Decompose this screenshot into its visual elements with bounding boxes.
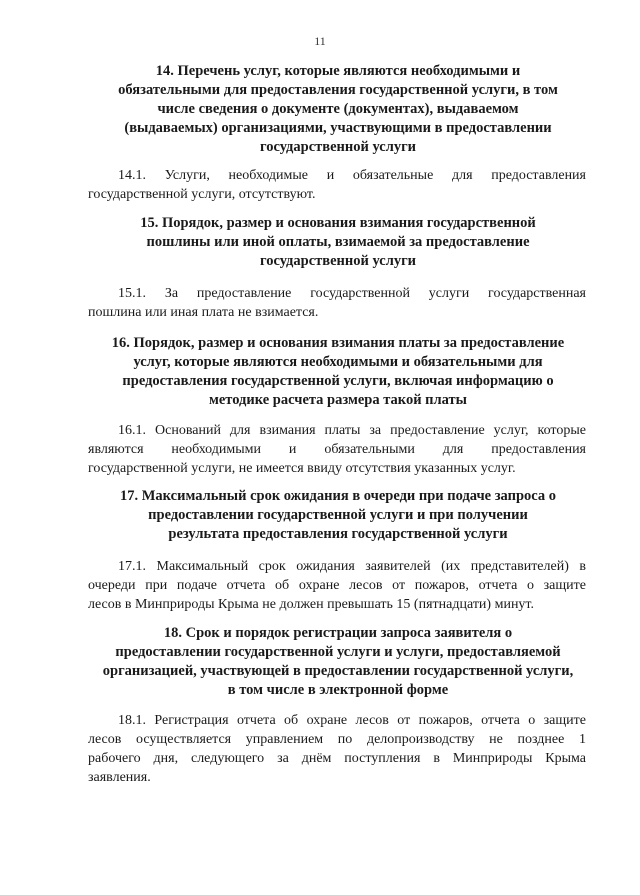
paragraph-line: 14.1. Услуги, необходимые и обязательные для предоставления xyxy=(118,168,586,183)
heading-line: в том числе в электронной форме xyxy=(227,682,449,698)
heading-line: государственной услуги xyxy=(259,139,417,155)
heading-line: 15. Порядок, размер и основания взимания государственной xyxy=(140,215,536,231)
page-number: 11 xyxy=(314,34,326,48)
paragraph-line: 18.1. Регистрация отчета об охране лесов от пожаров, отчета о защите xyxy=(118,713,586,728)
paragraph-line: заявления. xyxy=(88,770,151,785)
heading-line: пошлины или иной оплаты, взимаемой за предоставление xyxy=(146,234,530,250)
section-17-heading xyxy=(88,487,588,544)
heading-line: предоставлении государственной услуги и услуги, предоставляемой xyxy=(115,644,561,660)
heading-line: методике расчета размера такой платы xyxy=(208,392,467,408)
heading-line: числе сведения о документе (документах), выдаваемом xyxy=(157,101,519,117)
paragraph-line: рабочего дня, следующего за днём поступления в Минприроды Крыма xyxy=(88,751,586,766)
paragraph-line: лесов осуществляется управлением по делопроизводству не позднее 1 xyxy=(88,732,586,747)
paragraph-line: пошлина или иная плата не взимается. xyxy=(88,305,319,320)
section-14-heading xyxy=(88,62,588,157)
heading-line: предоставления государственной услуги, включая информацию о xyxy=(122,373,554,389)
heading-line: организацией, участвующей в предоставлении государственной услуги, xyxy=(102,663,574,679)
heading-line: услуг, которые являются необходимыми и обязательными для xyxy=(133,354,543,370)
paragraph-line: государственной услуги, не имеется ввиду отсутствия указанных услуг. xyxy=(88,461,516,476)
paragraph-line: очереди при подаче отчета об охране лесов от пожаров, отчета о защите xyxy=(88,578,586,593)
paragraph-line: лесов в Минприроды Крыма не должен превышать 15 (пятнадцати) минут. xyxy=(88,597,534,612)
section-15-heading xyxy=(88,214,588,271)
section-17-paragraph xyxy=(88,557,586,614)
paragraph-line: являются необходимыми и обязательными для предоставления xyxy=(88,442,586,457)
heading-line: государственной услуги xyxy=(259,253,417,269)
heading-line: предоставлении государственной услуги и при получении xyxy=(148,507,528,523)
section-16-paragraph xyxy=(88,421,586,478)
section-15-paragraph xyxy=(88,284,586,322)
paragraph-line: государственной услуги, отсутствуют. xyxy=(88,187,316,202)
heading-line: 14. Перечень услуг, которые являются необходимыми и xyxy=(155,63,521,79)
heading-line: 17. Максимальный срок ожидания в очереди при подаче запроса о xyxy=(119,488,557,504)
paragraph-line: 17.1. Максимальный срок ожидания заявителей (их представителей) в xyxy=(118,559,586,574)
paragraph-line: 15.1. За предоставление государственной услуги государственная xyxy=(118,286,586,301)
heading-line: (выдаваемых) организациями, участвующими в предоставлении xyxy=(124,120,552,136)
heading-line: обязательными для предоставления государственной услуги, в том xyxy=(118,82,558,98)
heading-line: 16. Порядок, размер и основания взимания платы за предоставление xyxy=(111,335,565,351)
paragraph-line: 16.1. Оснований для взимания платы за предоставление услуг, которые xyxy=(118,423,586,438)
section-14-paragraph xyxy=(88,166,586,204)
section-18-paragraph xyxy=(88,711,586,787)
heading-line: 18. Срок и порядок регистрации запроса заявителя о xyxy=(163,625,513,641)
heading-line: результата предоставления государственной услуги xyxy=(168,526,508,542)
section-16-heading xyxy=(88,334,588,410)
section-18-heading xyxy=(88,624,588,700)
